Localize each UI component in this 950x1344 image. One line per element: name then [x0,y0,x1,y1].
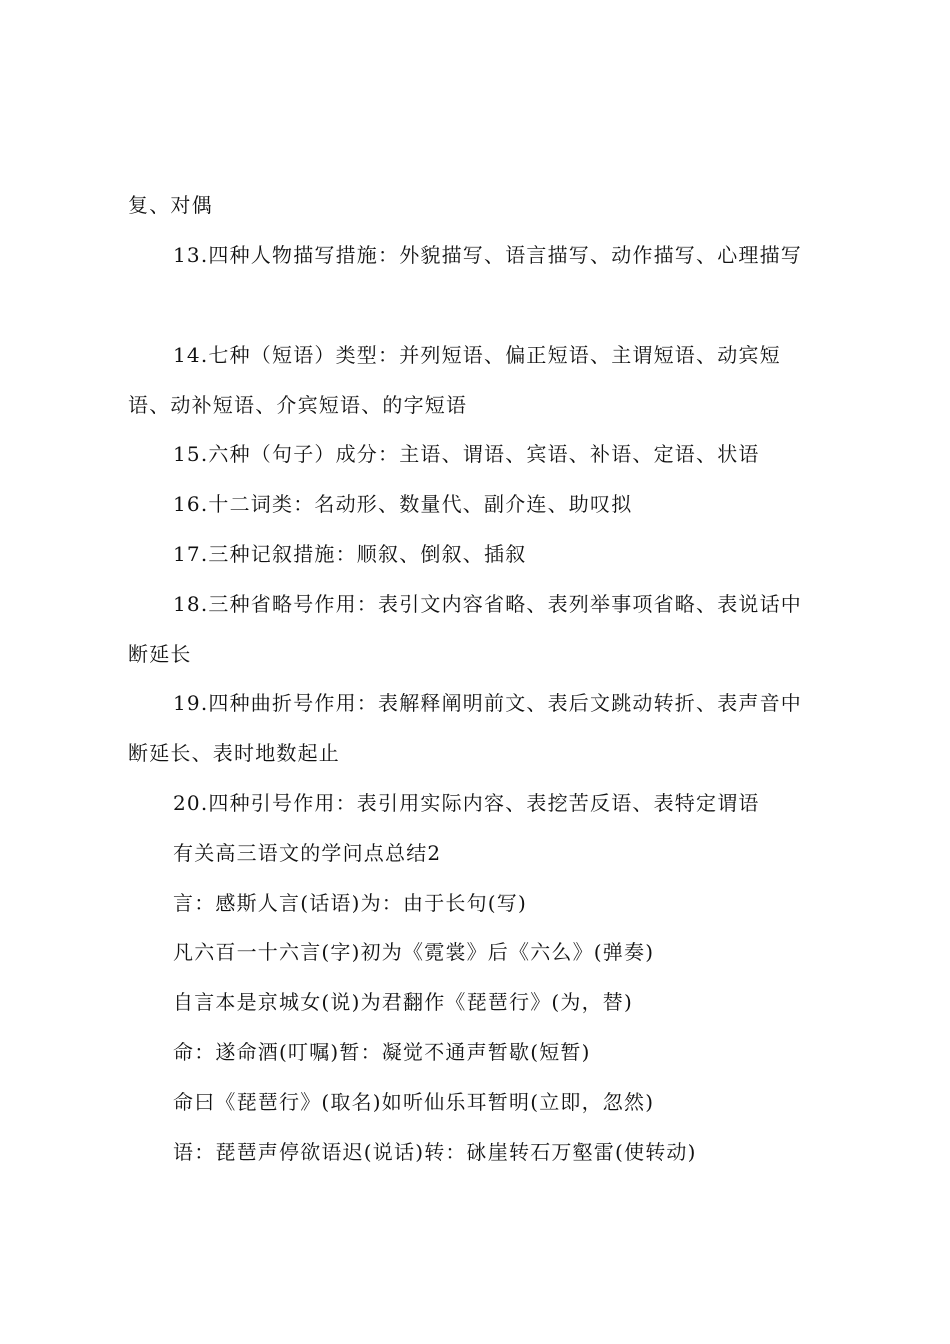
section-heading: 有关高三语文的学问点总结2 [173,841,442,865]
text-line-16: 自言本是京城女(说)为君翻作《琵琶行》(为，替) [173,990,634,1014]
text-line-4: 语、动补短语、介宾短语、的字短语 [128,393,468,417]
text-line-7: 17.三种记叙措施：顺叙、倒叙、插叙 [173,542,527,566]
text-line-3: 14.七种（短语）类型：并列短语、偏正短语、主谓短语、动宾短 [173,343,781,367]
text-line-2: 13.四种人物描写措施：外貌描写、语言描写、动作描写、心理描写 [173,243,803,267]
text-line-11: 断延长、表时地数起止 [128,741,340,765]
text-line-12: 20.四种引号作用：表引用实际内容、表挖苦反语、表特定谓语 [173,791,760,815]
text-line-8: 18.三种省略号作用：表引文内容省略、表列举事项省略、表说话中 [173,592,803,616]
text-line-10: 19.四种曲折号作用：表解释阐明前文、表后文跳动转折、表声音中 [173,691,803,715]
text-line-14: 言：感斯人言(话语)为：由于长句(写) [173,891,528,915]
text-line-5: 15.六种（句子）成分：主语、谓语、宾语、补语、定语、状语 [173,442,760,466]
text-line-18: 命曰《琵琶行》(取名)如听仙乐耳暂明(立即，忽然) [173,1090,655,1114]
text-line-1: 复、对偶 [128,193,213,217]
text-line-19: 语：琵琶声停欲语迟(说话)转：砯崖转石万壑雷(使转动) [173,1140,697,1164]
text-line-15: 凡六百一十六言(字)初为《霓裳》后《六么》(弹奏) [173,940,655,964]
text-line-6: 16.十二词类：名动形、数量代、副介连、助叹拟 [173,492,633,516]
text-line-17: 命：遂命酒(叮嘱)暂：凝觉不通声暂歇(短暂) [173,1040,591,1064]
text-line-9: 断延长 [128,642,192,666]
